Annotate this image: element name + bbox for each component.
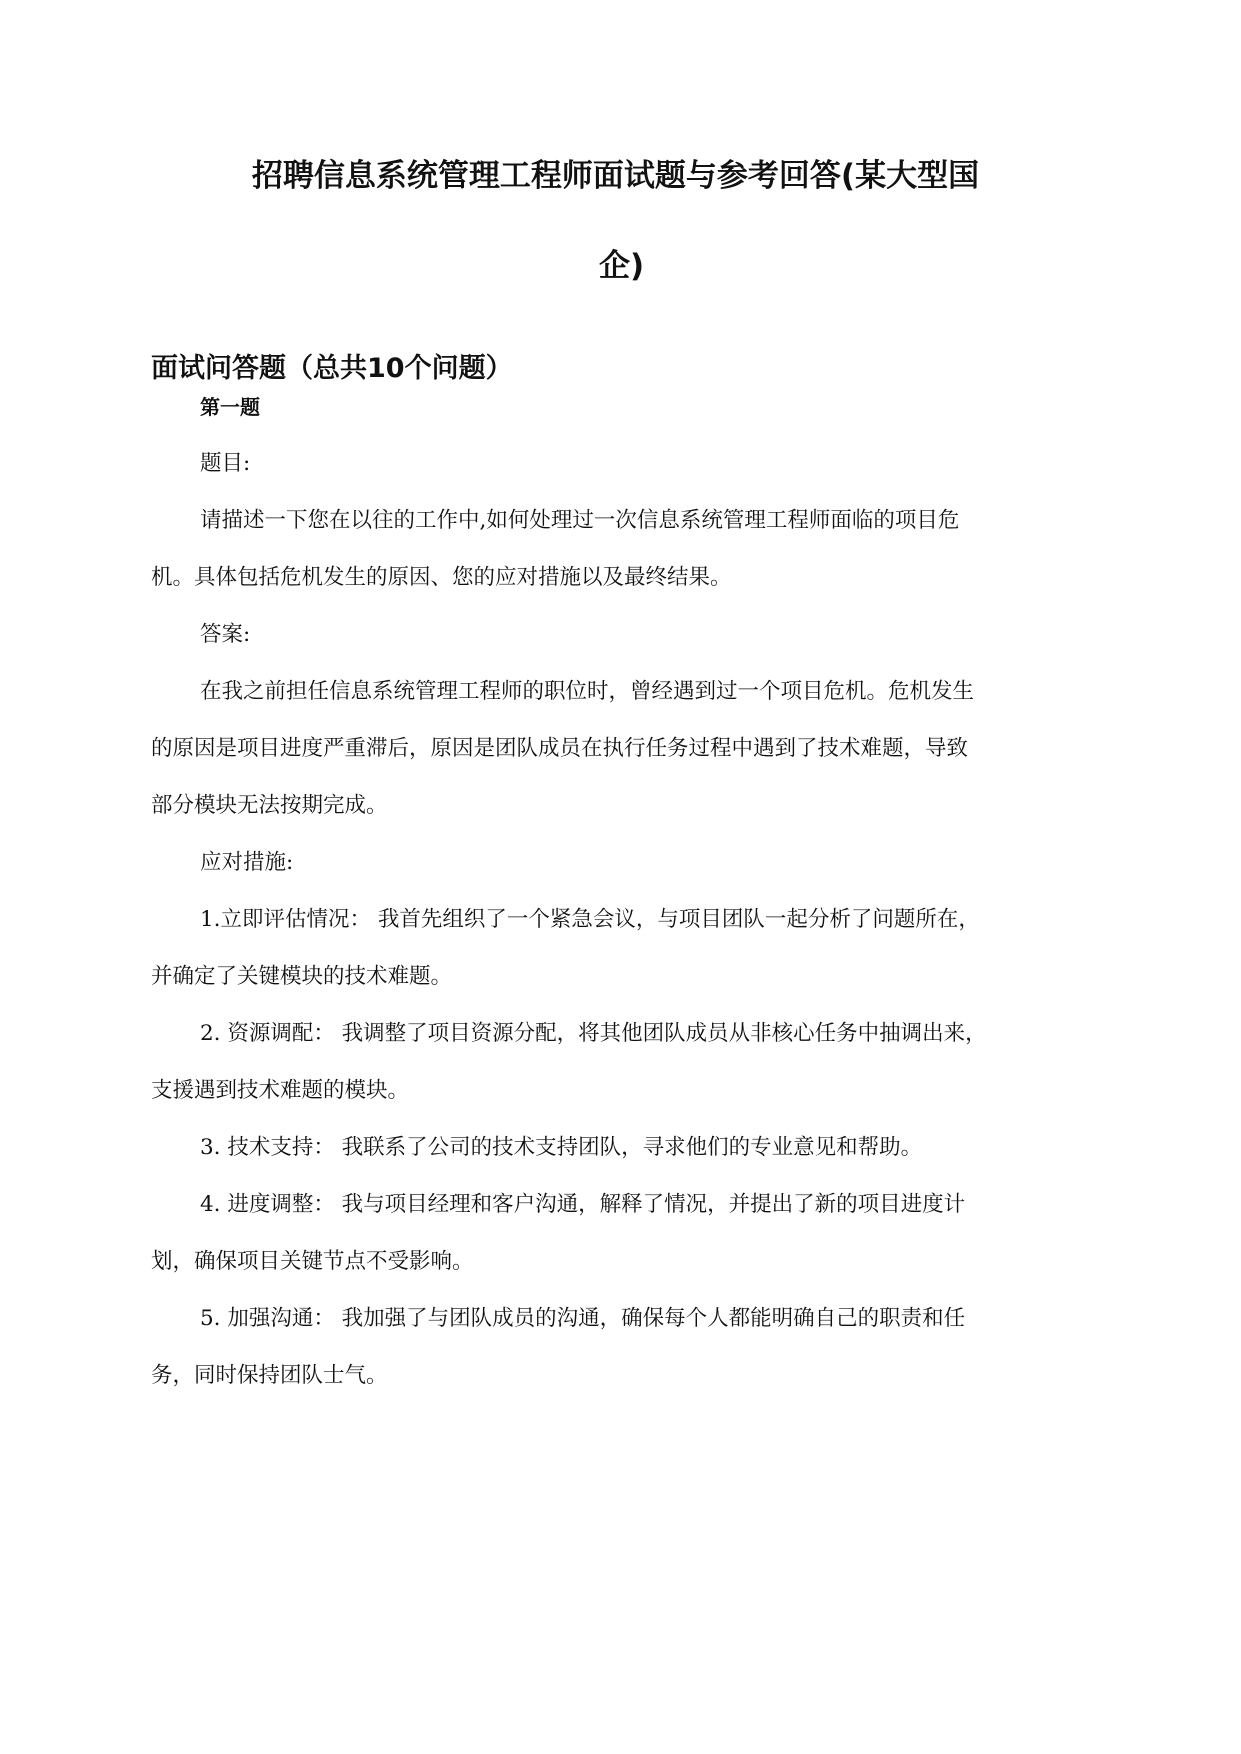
- document-title-line-1: 招聘信息系统管理工程师面试题与参考回答(某大型国: [251, 158, 980, 194]
- section-heading: 面试问答题（总共10个问题）: [151, 353, 513, 384]
- measure-4-line-1: 4. 进度调整： 我与项目经理和客户沟通，解释了情况，并提出了新的项目进度计: [200, 1192, 966, 1217]
- prompt-label: 题目:: [200, 451, 251, 476]
- measure-2-line-1: 2. 资源调配： 我调整了项目资源分配，将其他团队成员从非核心任务中抽调出来，: [200, 1021, 987, 1046]
- measure-1-line-2: 并确定了关键模块的技术难题。: [151, 964, 453, 989]
- measure-3-line-1: 3. 技术支持： 我联系了公司的技术支持团队，寻求他们的专业意见和帮助。: [200, 1135, 923, 1160]
- measure-1-line-1: 1.立即评估情况： 我首先组织了一个紧急会议，与项目团队一起分析了问题所在，: [200, 907, 980, 932]
- question-heading: 第一题: [200, 395, 260, 419]
- measure-5-line-1: 5. 加强沟通： 我加强了与团队成员的沟通，确保每个人都能明确自己的职责和任: [200, 1306, 966, 1331]
- document-title-line-2: 企): [599, 248, 645, 284]
- answer-text-line-2: 的原因是项目进度严重滞后，原因是团队成员在执行任务过程中遇到了技术难题，导致: [151, 736, 969, 761]
- measure-5-line-2: 务，同时保持团队士气。: [151, 1363, 388, 1388]
- answer-text-line-1: 在我之前担任信息系统管理工程师的职位时，曾经遇到过一个项目危机。危机发生: [200, 679, 975, 704]
- measure-2-line-2: 支援遇到技术难题的模块。: [151, 1078, 410, 1103]
- answer-text-line-3: 部分模块无法按期完成。: [151, 793, 388, 818]
- answer-label: 答案:: [200, 622, 251, 647]
- measures-label: 应对措施:: [200, 850, 294, 875]
- measure-4-line-2: 划，确保项目关键节点不受影响。: [151, 1249, 474, 1274]
- prompt-text-line-2: 机。具体包括危机发生的原因、您的应对措施以及最终结果。: [151, 565, 732, 590]
- prompt-text-line-1: 请描述一下您在以往的工作中,如何处理过一次信息系统管理工程师面临的项目危: [200, 508, 960, 533]
